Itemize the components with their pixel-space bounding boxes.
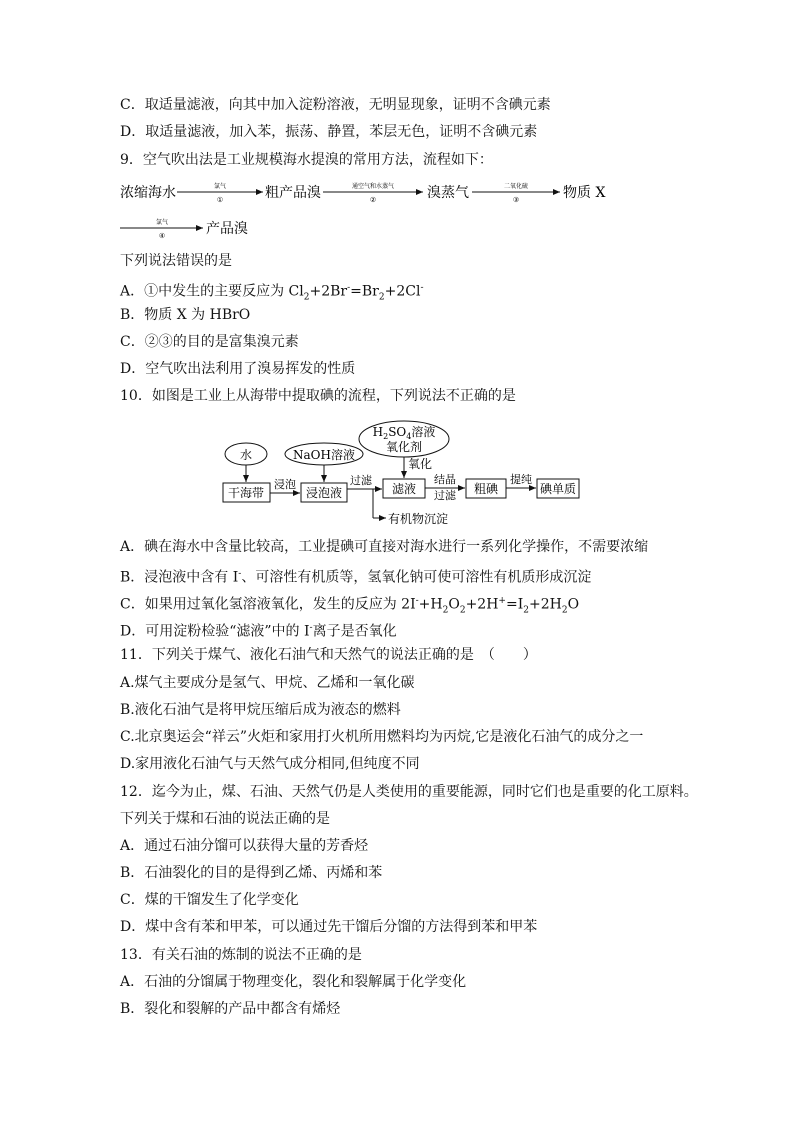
q9-option-b: B．物质 X 为 HBrO: [120, 307, 251, 323]
soak-liquid-label: 浸泡液: [305, 486, 343, 500]
flow-node-crude-bromine: 粗产品溴: [265, 185, 321, 201]
flow-node-substance-x: 物质 X: [563, 185, 606, 201]
q13-option-b: B．裂化和裂解的产品中都含有烯烃: [120, 1001, 341, 1017]
q11-option-b: B.液化石油气是将甲烷压缩后成为液态的燃料: [120, 702, 401, 718]
naoh-label: NaOH溶液: [293, 448, 355, 462]
q9-option-d: D．空气吹出法利用了溴易挥发的性质: [120, 361, 356, 377]
q9-option-c: C．②③的目的是富集溴元素: [120, 334, 299, 350]
q12-stem-line2: 下列关于煤和石油的说法正确的是: [120, 811, 330, 827]
q12-option-b: B．石油裂化的目的是得到乙烯、丙烯和苯: [120, 865, 383, 881]
filter1-step-label: 过滤: [350, 474, 372, 487]
kelp-label: 干海带: [227, 486, 265, 500]
flow-arrow-4-label: 氯气: [155, 219, 169, 226]
q12-stem-line1: 12．迄今为止，煤、石油、天然气仍是人类使用的重要能源，同时它们也是重要的化工原料。: [120, 784, 698, 800]
q13-option-a: A．石油的分馏属于物理变化，裂化和裂解属于化学变化: [120, 974, 467, 990]
q9-flow-diagram: [120, 180, 680, 250]
filtrate-label: 滤液: [391, 482, 417, 496]
q10-stem: 10．如图是工业上从海带中提取碘的流程，下列说法不正确的是: [120, 388, 516, 404]
q11-option-c: C.北京奥运会“祥云”火炬和家用打火机所用燃料均为丙烷,它是液化石油气的成分之一: [120, 729, 644, 745]
q8-option-c: C．取适量滤液，向其中加入淀粉溶液，无明显现象，证明不含碘元素: [120, 97, 551, 113]
q11-stem: 11．下列关于煤气、液化石油气和天然气的说法正确的是 （ ）: [120, 647, 537, 663]
flow-arrow-1-step: ①: [216, 196, 224, 204]
q13-stem: 13．有关石油的炼制的说法不正确的是: [120, 947, 362, 963]
flow-node-bromine-vapor: 溴蒸气: [427, 185, 469, 201]
q12-option-c: C．煤的干馏发生了化学变化: [120, 892, 299, 908]
flow-node-concentrated-seawater: 浓缩海水: [120, 185, 176, 201]
iodine-label: 碘单质: [539, 482, 577, 496]
q10-option-a: A．碘在海水中含量比较高，工业提碘可直接对海水进行一系列化学操作，不需要浓缩: [120, 539, 649, 555]
h2so4-label: $H_2SO_4$溶液: [372, 425, 436, 441]
q10-option-d: D．可用淀粉检验“滤液”中的 I-离子是否氧化: [120, 623, 397, 640]
precipitate-label: 有机物沉淀: [388, 512, 449, 526]
q8-option-d: D．取适量滤液，加入苯，振荡、静置，苯层无色，证明不含碘元素: [120, 124, 538, 140]
flow-arrow-2-label: 通空气和水蒸气: [351, 183, 395, 190]
flow-node-product-bromine: 产品溴: [206, 221, 248, 237]
oxidize-label: 氧化: [408, 457, 433, 471]
oxidant-label: 氧化剂: [385, 440, 423, 454]
q11-option-a: A.煤气主要成分是氢气、甲烷、乙烯和一氧化碳: [120, 675, 415, 691]
water-label: 水: [239, 448, 253, 462]
q9-stem: 9．空气吹出法是工业规模海水提溴的常用方法，流程如下：: [120, 152, 493, 168]
q12-option-a: A．通过石油分馏可以获得大量的芳香烃: [120, 838, 369, 854]
q9-option-a: A．①中发生的主要反应为 $Cl_2+2Br^-=Br_2+2Cl^-$: [120, 283, 424, 303]
flow-arrow-2-step: ②: [369, 196, 377, 204]
purify-step-label: 提纯: [510, 473, 532, 486]
q10-option-c: C．如果用过氧化氢溶液氧化，发生的反应为 $2I^-+H_2O_2+2H^+=I_2+2H_2O$: [120, 596, 580, 616]
flow-arrow-3-step: ③: [512, 196, 520, 204]
crystallize-step-label: 结晶: [434, 473, 456, 486]
flow-arrow-4-step: ④: [158, 232, 166, 240]
q9-ask: 下列说法错误的是: [120, 253, 232, 269]
q10-option-b: B．浸泡液中含有 I-、可溶性有机质等，氢氧化钠可使可溶性有机质形成沉淀: [120, 569, 592, 586]
q12-option-d: D．煤中含有苯和甲苯，可以通过先干馏后分馏的方法得到苯和甲苯: [120, 919, 538, 935]
flow-arrow-3-label: 二氧化硫: [503, 183, 529, 190]
q11-option-d: D.家用液化石油气与天然气成分相同,但纯度不同: [120, 756, 420, 772]
crude-iodine-label: 粗碘: [473, 482, 499, 496]
flow-arrow-1-label: 氯气: [213, 183, 227, 190]
filter2-step-label: 过滤: [434, 489, 456, 502]
kelp-iodine-flowchart: [215, 420, 595, 532]
soak-step-label: 浸泡: [274, 478, 296, 491]
